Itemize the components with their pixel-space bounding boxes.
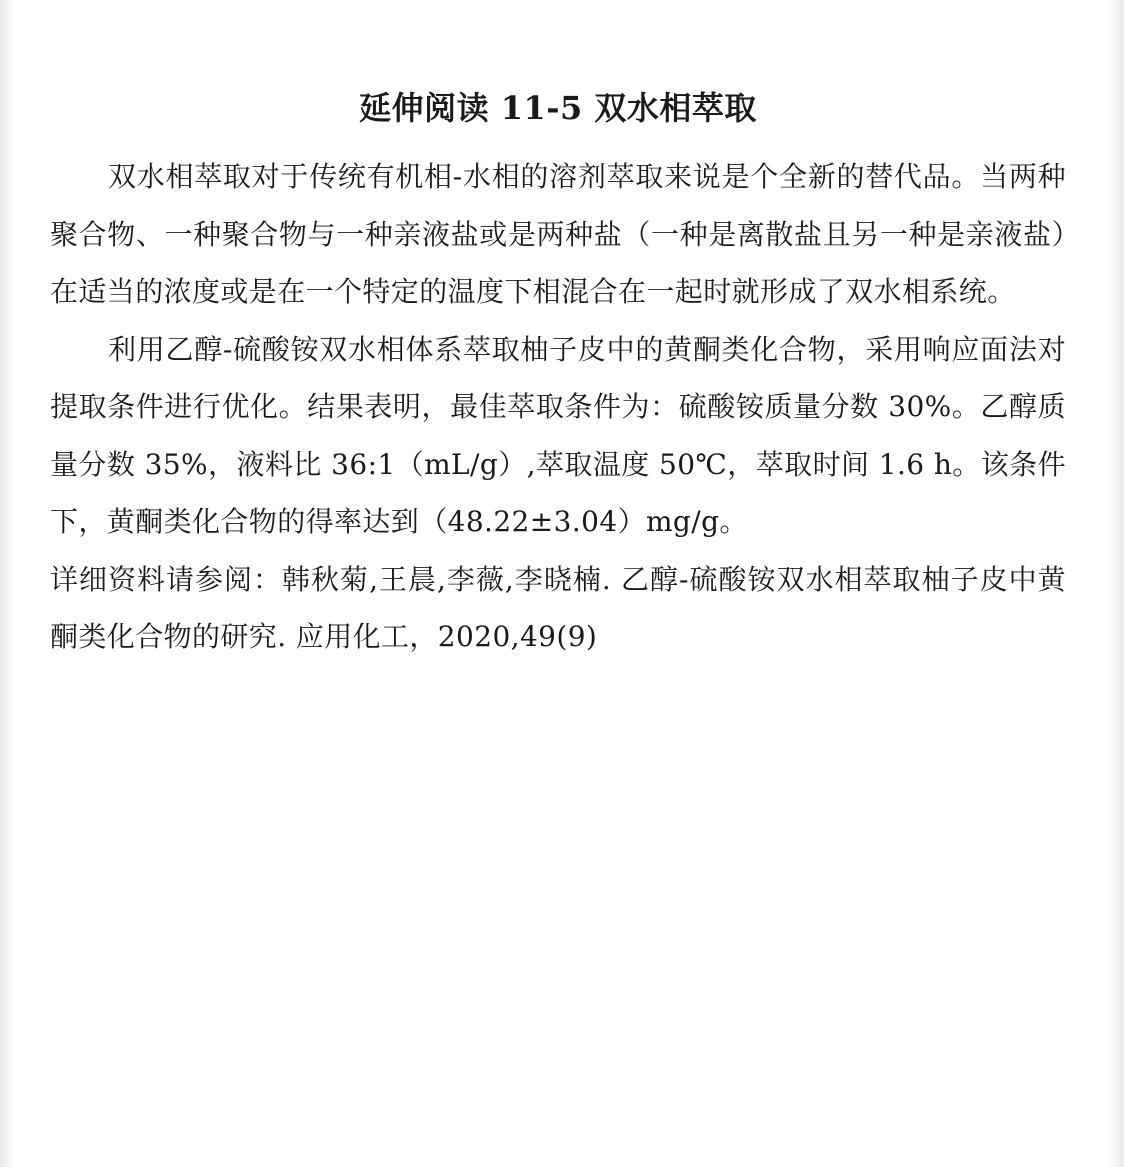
paragraph-intro: 双水相萃取对于传统有机相-水相的溶剂萃取来说是个全新的替代品。当两种聚合物、一种聚合物与一种亲液盐或是两种盐（一种是离散盐且另一种是亲液盐）在适当的浓度或是在一个特定的温度下相混合在一起时就形成了双水相系统。 [50,160,1066,308]
page-edge-left [0,0,16,1167]
document-page [50,82,1066,666]
page-edge-right [1108,0,1124,1167]
document-title: 延伸阅读 11-5 双水相萃取 [359,89,757,127]
reference-note: 详细资料请参阅：韩秋菊,王晨,李薇,李晓楠. 乙醇-硫酸铵双水相萃取柚子皮中黄酮类化合物的研究. 应用化工，2020,49(9) [50,562,1066,653]
paragraph-application: 利用乙醇-硫酸铵双水相体系萃取柚子皮中的黄酮类化合物，采用响应面法对提取条件进行优化。结果表明，最佳萃取条件为：硫酸铵质量分数 30%。乙醇质量分数 35%，液料比 36:1（mL/g）,萃取温度 50℃，萃取时间 1.6 h。该条件下，黄酮类化合物的得率达到（48.22±3.04）mg/g。 [50,332,1066,538]
